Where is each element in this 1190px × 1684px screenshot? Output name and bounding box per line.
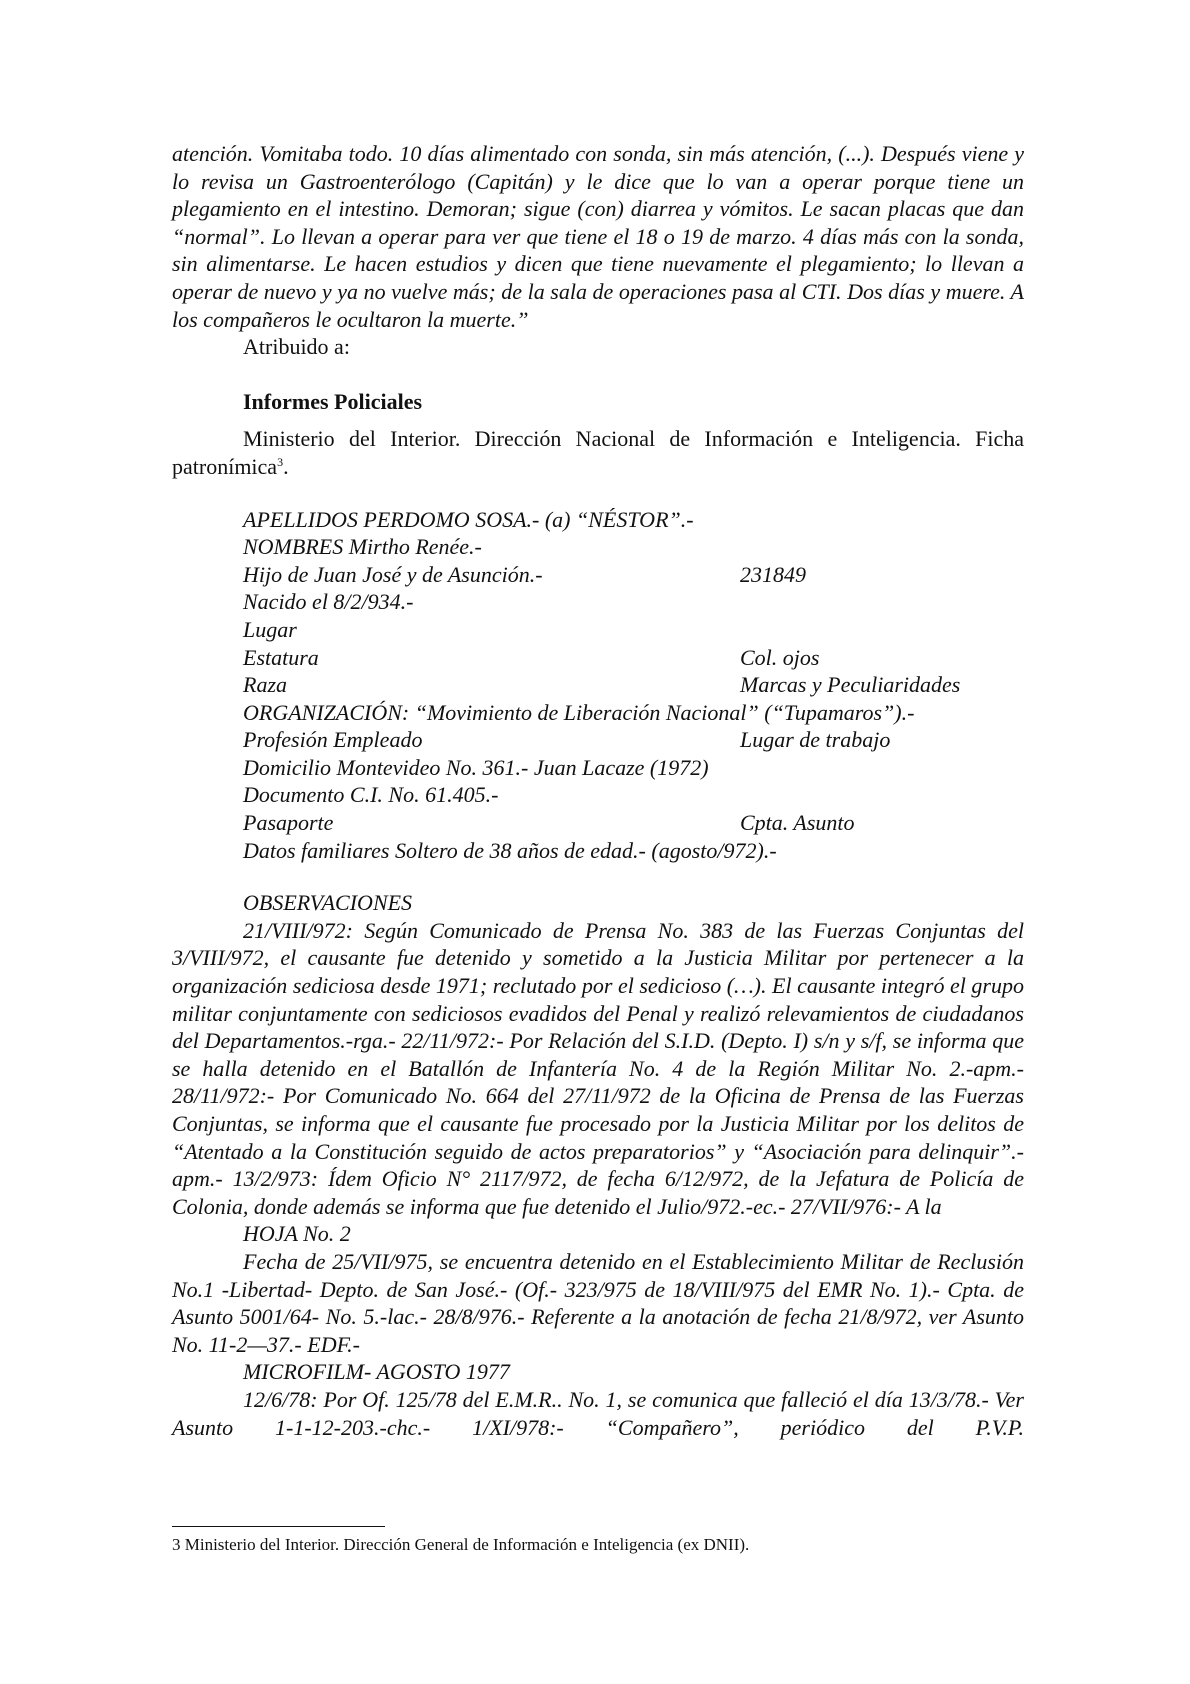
ficha-row: [243, 809, 1024, 837]
ficha-row: [243, 754, 1024, 782]
ficha-field-left: Domicilio Montevideo No. 361.- Juan Lacaze (1972): [243, 754, 709, 780]
footnote-reference: 3: [277, 454, 284, 469]
ficha-row: [243, 837, 1024, 865]
ficha-field-left: Pasaporte: [243, 810, 334, 836]
ficha-field-left: Hijo de Juan José y de Asunción.-: [243, 561, 543, 587]
microfilm-label: MICROFILM- AGOSTO 1977: [243, 1359, 510, 1385]
ficha-row: [243, 781, 1024, 809]
ficha-field-left: Lugar: [243, 616, 297, 642]
ficha-row: [243, 506, 1024, 534]
section-heading: Informes Policiales: [243, 388, 423, 414]
footnote-separator: [172, 1526, 385, 1527]
ficha-row: [243, 699, 1024, 727]
document-page: [172, 140, 1024, 1441]
ficha-row: [243, 588, 1024, 616]
ficha-field-right: [740, 781, 1024, 809]
ficha-field-left: Datos familiares Soltero de 38 años de edad.- (agosto/972).-: [243, 837, 777, 863]
ficha-row: [243, 533, 1024, 561]
observaciones-heading: OBSERVACIONES: [243, 890, 413, 916]
ficha-field-right: [740, 754, 1024, 782]
ficha-field-right: Cpta. Asunto: [740, 810, 855, 836]
observaciones-paragraph-3: 12/6/78: Por Of. 125/78 del E.M.R.. No. 1, se comunica que falleció el día 13/3/78.- Ver Asunto 1-1-12-203.-chc.- 1/XI/978:- “Compañero”, periódico del P.V.P.: [172, 1386, 1024, 1440]
attributed-label: Atribuido a:: [243, 334, 350, 360]
ficha-field-right: [740, 616, 1024, 644]
ficha-field-left: Estatura: [243, 644, 319, 670]
ficha-field-right: 231849: [740, 561, 806, 587]
ficha-field-left: ORGANIZACIÓN: “Movimiento de Liberación Nacional” (“Tupamaros”).-: [243, 699, 915, 725]
observaciones-paragraph-2: Fecha de 25/VII/975, se encuentra detenido en el Establecimiento Militar de Reclusión No.1 -Libertad- Depto. de San José.- (Of.- 323/975 de 18/VIII/975 del EMR No. 1).- Cpta. de Asunto 5001/64- No. 5.-lac.- 28/8/976.- Referente a la anotación de fecha 21/8/972, ver Asunto No. 11-2—37.- EDF.-: [172, 1248, 1024, 1357]
ficha-field-right: Lugar de trabajo: [740, 727, 891, 753]
ficha-field-left: NOMBRES Mirtho Renée.-: [243, 534, 482, 560]
ficha-field-right: Col. ojos: [740, 644, 820, 670]
footnote: 3 Ministerio del Interior. Dirección General de Información e Inteligencia (ex DNII).: [172, 1535, 750, 1554]
ficha-field-right: Marcas y Peculiaridades: [740, 672, 961, 698]
source-text: Ministerio del Interior. Dirección Nacional de Información e Inteligencia. Ficha patronímica: [172, 426, 1024, 479]
ficha-row: [243, 726, 1024, 754]
ficha-field-right: [740, 533, 1024, 561]
ficha-patronimica: [243, 506, 1024, 865]
source-paragraph: [172, 425, 1024, 480]
ficha-row: [243, 561, 1024, 589]
ficha-field-left: Profesión Empleado: [243, 727, 423, 753]
ficha-row: [243, 644, 1024, 672]
testimony-quote: atención. Vomitaba todo. 10 días alimentado con sonda, sin más atención, (...). Después viene y lo revisa un Gastroenterólogo (Capitán) y le dice que lo van a operar porque tiene un plegamiento en el intestino. Demoran; sigue (con) diarrea y vómitos. Le sacan placas que dan “normal”. Lo llevan a operar para ver que tiene el 18 o 19 de marzo. 4 días más con la sonda, sin alimentarse. Le hacen estudios y dicen que tiene nuevamente el plegamiento; lo llevan a operar de nuevo y ya no vuelve más; de la sala de operaciones pasa al CTI. Dos días y muere. A los compañeros le ocultaron la muerte.”: [172, 141, 1024, 332]
ficha-field-left: Documento C.I. No. 61.405.-: [243, 782, 499, 808]
ficha-field-left: Nacido el 8/2/934.-: [243, 589, 414, 615]
ficha-field-right: [740, 699, 1024, 727]
hoja-label: HOJA No. 2: [243, 1221, 351, 1247]
ficha-field-right: [740, 588, 1024, 616]
ficha-row: [243, 616, 1024, 644]
ficha-row: [243, 671, 1024, 699]
ficha-field-right: [740, 837, 1024, 865]
source-end: .: [283, 453, 289, 479]
ficha-field-right: [740, 506, 1024, 534]
observaciones-section: [172, 889, 1024, 1441]
observaciones-paragraph-1: 21/VIII/972: Según Comunicado de Prensa No. 383 de las Fuerzas Conjuntas del 3/VIII/972, el causante fue detenido y sometido a la Justicia Militar por pertenecer a la organización sediciosa desde 1971; reclutado por el sedicioso (…). El causante integró el grupo militar conjuntamente con sediciosos evadidos del Penal y realizó relevamientos de ciudadanos del Departamentos.-rga.- 22/11/972:- Por Relación del S.I.D. (Depto. I) s/n y s/f, se informa que se halla detenido en el Batallón de Infantería No. 4 de la Región Militar No. 2.-apm.- 28/11/972:- Por Comunicado No. 664 del 27/11/972 de la Oficina de Prensa de las Fuerzas Conjuntas, se informa que el causante fue procesado por la Justicia Militar por los delitos de “Atentado a la Constitución seguido de actos preparatorios” y “Asociación para delinquir”.- apm.- 13/2/973: Ídem Oficio N° 2117/972, de fecha 6/12/972, de la Jefatura de Policía de Colonia, donde además se informa que fue detenido el Julio/972.-ec.- 27/VII/976:- A la: [172, 917, 1024, 1219]
ficha-field-left: APELLIDOS PERDOMO SOSA.- (a) “NÉSTOR”.-: [243, 506, 694, 532]
ficha-field-left: Raza: [243, 672, 287, 698]
